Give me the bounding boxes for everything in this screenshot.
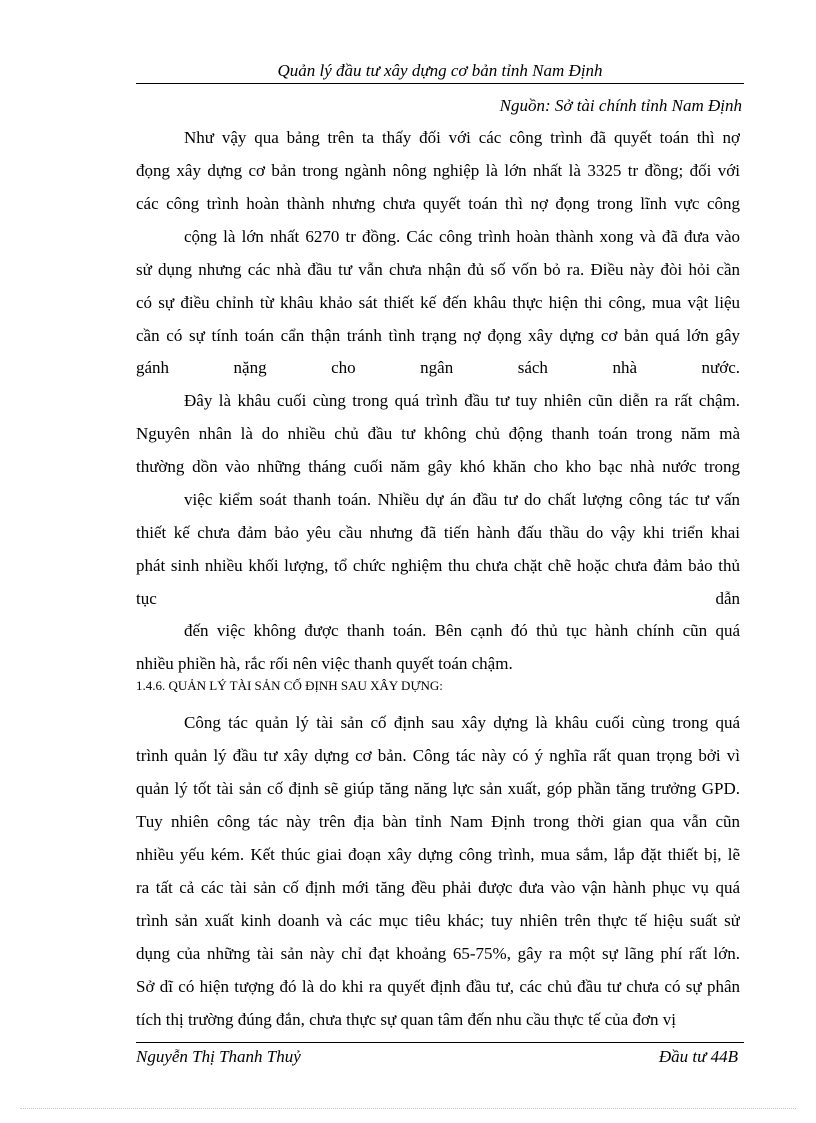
- paragraph-line: nhiều yếu kém. Kết thúc giai đoạn xây dựng công trình, mua sắm, lắp đặt thiết bị, lẽ: [136, 845, 740, 864]
- paragraph-line: trình quản lý đầu tư xây dựng cơ bản. Công tác này có ý nghĩa rất quan trọng bởi vì: [136, 746, 740, 765]
- paragraph-line: gánh nặng cho ngân sách nhà nước.: [136, 358, 740, 377]
- paragraph-line: việc kiểm soát thanh toán. Nhiều dự án đầu tư do chất lượng công tác tư vấn: [184, 490, 740, 509]
- paragraph-line: cần có sự tính toán cẩn thận tránh tình trạng nợ đọng xây dựng cơ bản quá lớn gây: [136, 326, 740, 345]
- page-edge-divider: [20, 1108, 796, 1109]
- paragraph-line: đến việc không được thanh toán. Bên cạnh đó thủ tục hành chính cũn quá: [184, 621, 740, 640]
- paragraph-line: phát sinh nhiều khối lượng, tổ chức nghiệm thu chưa chặt chẽ hoặc chưa đảm bảo thủ: [136, 556, 740, 575]
- footer-author: Nguyễn Thị Thanh Thuỷ: [136, 1047, 301, 1066]
- paragraph-line: đọng xây dựng cơ bản trong ngành nông nghiệp là lớn nhất là 3325 tr đồng; đối với: [136, 161, 740, 180]
- paragraph-line: có sự điều chỉnh từ khâu khảo sát thiết kế đến khâu thực hiện thi công, mua vật liệu: [136, 293, 740, 312]
- paragraph-line: thiết kế chưa đảm bảo yêu cầu nhưng đã tiến hành đấu thầu do vậy khi triển khai: [136, 523, 740, 542]
- paragraph-line: Tuy nhiên công tác này trên địa bàn tỉnh Nam Định trong thời gian qua vẫn cũn: [136, 812, 740, 831]
- paragraph-line: quản lý tốt tài sản cố định sẽ giúp tăng năng lực sản xuất, góp phần tăng trưởng GPD.: [136, 779, 740, 798]
- paragraph-line: các công trình hoàn thành nhưng chưa quyết toán thì nợ đọng trong lĩnh vực công: [136, 194, 740, 213]
- paragraph-line: Đây là khâu cuối cùng trong quá trình đầu tư tuy nhiên cũn diễn ra rất chậm.: [184, 391, 740, 410]
- paragraph-line: ra tất cả các tài sản cố định mới tăng đều phải được đưa vào vận hành phục vụ quá: [136, 878, 740, 897]
- paragraph-line: nhiều phiền hà, rắc rối nên việc thanh quyết toán chậm.: [136, 654, 513, 673]
- paragraph-line: Nguyên nhân là do nhiều chủ đầu tư không chủ động thanh toán trong năm mà: [136, 424, 740, 443]
- paragraph-line: Công tác quản lý tài sản cố định sau xây dựng là khâu cuối cùng trong quá: [184, 713, 740, 732]
- paragraph-line: tích thị trường đúng đắn, chưa thực sự quan tâm đến nhu cầu thực tế của đơn vị: [136, 1010, 676, 1029]
- header-title: Quản lý đầu tư xây dựng cơ bản tỉnh Nam Định: [277, 61, 603, 80]
- paragraph-line: dụng của những tài sản này chỉ đạt khoảng 65-75%, gây ra một sự lãng phí rất lớn.: [136, 944, 740, 963]
- header-rule: [136, 83, 744, 84]
- paragraph-line: Sở dĩ có hiện tượng đó là do khi ra quyết định đầu tư, các chủ đầu tư chưa có sự phân: [136, 977, 740, 996]
- paragraph-line: sử dụng nhưng các nhà đầu tư vẫn chưa nhận đủ số vốn bỏ ra. Điều này đòi hỏi cần: [136, 260, 740, 279]
- paragraph-line: trình sản xuất kinh doanh và các mục tiêu khác; tuy nhiên trên thực tế hiệu suất sử: [136, 911, 740, 930]
- paragraph-line: tục dẫn: [136, 589, 740, 608]
- paragraph-line: Như vậy qua bảng trên ta thấy đối với các công trình đã quyết toán thì nợ: [184, 128, 740, 147]
- source-note: Nguồn: Sở tài chính tỉnh Nam Định: [499, 96, 742, 115]
- footer-class-label: Đầu tư 44B: [658, 1047, 738, 1066]
- footer-rule: [136, 1042, 744, 1043]
- paragraph-line: thường dồn vào những tháng cuối năm gây khó khăn cho kho bạc nhà nước trong: [136, 457, 740, 476]
- paragraph-line: cộng là lớn nhất 6270 tr đồng. Các công trình hoàn thành xong và đã đưa vào: [184, 227, 740, 246]
- section-heading: 1.4.6. QUẢN LÝ TÀI SẢN CỐ ĐỊNH SAU XÂY DỰNG:: [136, 678, 443, 693]
